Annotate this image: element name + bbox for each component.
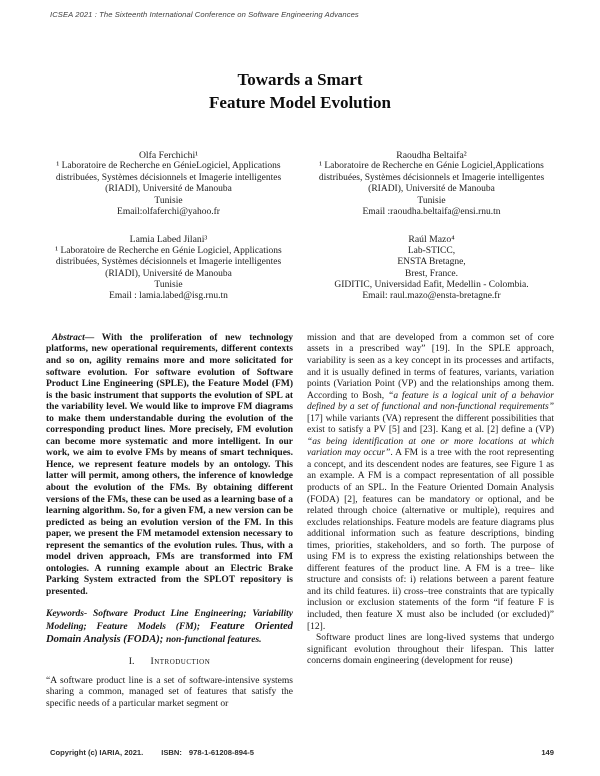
author-affiliation: ¹ Laboratoire de Recherche en GénieLogiciel, Applications distribuées, Systèmes décisionnels et Imagerie intelligentes (RIADI), Université de Manouba — [55, 161, 282, 195]
author-affiliation: Brest, France. — [404, 268, 459, 279]
section-number: I. — [128, 656, 135, 668]
authors-section — [44, 150, 556, 303]
keywords-foda: Feature Oriented Domain Analysis (FODA); — [46, 621, 293, 645]
abstract-lead: Abstract— — [52, 332, 95, 343]
author-email: Email: raul.mazo@ensta-bretagne.fr — [362, 291, 501, 302]
author-affiliation: GIDITIC, Universidad Eafit, Medellin - Colombia. — [334, 280, 529, 291]
author-affiliation: ¹ Laboratoire de Recherche en Génie Logiciel, Applications distribuées, Systèmes décisionnels et Imagerie intelligentes (RIADI), Université de Manouba — [55, 245, 282, 279]
author-block-jilani — [44, 234, 293, 302]
intro-seg: mission and that are developed from a common set of core assets in a prescribed way” [19]. In the SPLE approach, variability is seen as a key concept in its processes and artifacts, and it is usually defined in terms of features, variants, variation points (Variation Point (VP) and the relationships among them. According to Bosh, — [307, 332, 554, 401]
keywords-paragraph — [46, 609, 293, 646]
intro-quote-kang: “as being identification at one or more locations at which variation may occur” — [307, 436, 554, 459]
paper-title-line2: Feature Model Evolution — [209, 93, 391, 112]
author-affiliation: Lab-STICC, — [407, 245, 456, 256]
author-block-beltaifa — [307, 150, 556, 218]
running-header: ICSEA 2021 : The Sixteenth International Conference on Software Engineering Advances — [50, 10, 359, 19]
paper-title-line1: Towards a Smart — [237, 70, 363, 89]
right-column — [307, 333, 554, 710]
author-block-ferchichi — [44, 150, 293, 218]
intro-quote-bosh: “a feature is a logical unit of a behavior defined by a set of functional and non-functional requirements” — [307, 390, 555, 413]
author-name: Raoudha Beltaifa² — [396, 150, 467, 161]
keywords-seg1: Software Product Line Engineering; Variability Modeling; Feature Models (FM); — [46, 609, 293, 632]
footer-isbn-label: ISBN: — [161, 748, 182, 757]
author-affiliation: ¹ Laboratoire de Recherche en Génie Logiciel,Applications distribuées, Systèmes décisionnels et Imagerie intelligentes (RIADI), Université de Manouba — [318, 161, 545, 195]
author-name: Lamia Labed Jilani³ — [129, 234, 208, 246]
left-column — [46, 333, 293, 710]
author-name: Olfa Ferchichi¹ — [138, 150, 199, 161]
author-country: Tunisie — [154, 280, 183, 291]
section-title: Introduction — [150, 656, 211, 668]
abstract-text: With the proliferation of new technology platforms, new operational requirements, different contexts and so on, agility remains more and more solicitated for software evolution. For software evolution of Software Product Line Engineering (SPLE), the Feature Model (FM) is the basic instrument that supports the evolution of SPL at the variability level. We would like to improve FM diagrams to make them understandable during the evolution of the corresponding product lines. More precisely, FM evolution can become more systematic and more intelligent. In our work, we aim to evolve FMs by means of smart techniques. Hence, we represent feature models by an ontology. This latter will permit, among others, the inference of knowledge about the evolution of the FMs. By obtaining different versions of the FMs, these can be used as a learning base of a learning algorithm. So, for a given FM, a new version can be predicted as being an evolution version of the FM. In this paper, we present the FM metamodel extension necessary to represent the semantics of the evolution rules. Thus, with a model driven approach, FMs are transformed into FM ontologies. A running example about an Electric Brake Parking System extracted from the SPLOT repository is presented. — [46, 332, 293, 597]
intro-seg: . A FM is a tree with the root representing a concept, and its descendent nodes are features, see Figure 1 as an example. A FM is a compact representation of all possible products of an SPL. In the Feature Oriented Domain Analysis (FODA) [2], features can be mandatory or optional, and be related through choice (alternative or multiple), requires and excludes relationships. Feature models are feature diagrams plus additional information such as feature descriptions, binding times, priorities, stakeholders, and so forth. The purpose of using FM is to express the existing relationships between the different features of the product line. A FM is a tree– like structure and consists of: i) relations between a parent feature and its child features. ii) cross–tree constraints that are typically inclusion or exclusion statements of the form “if feature F is included, then feature X must also be included (or excluded)” [12]. — [307, 448, 554, 632]
keywords-seg2: non-functional features. — [165, 634, 262, 645]
author-affiliation: ENSTA Bretagne, — [397, 257, 466, 268]
keywords-lead: Keywords- — [46, 609, 93, 620]
author-name: Raúl Mazo⁴ — [408, 234, 455, 246]
author-block-mazo — [307, 234, 556, 302]
author-country: Tunisie — [154, 195, 183, 206]
author-email: Email :raoudha.beltaifa@ensi.rnu.tn — [362, 207, 501, 218]
intro-paragraph-right — [307, 333, 554, 633]
footer-isbn-number: 978-1-61208-894-5 — [188, 748, 254, 757]
footer-copyright: Copyright (c) IARIA, 2021. — [50, 748, 144, 757]
footer-page-number: 149 — [541, 748, 554, 757]
body-columns — [46, 333, 554, 710]
abstract-paragraph — [46, 333, 293, 599]
author-email: Email:olfaferchi@yahoo.fr — [117, 207, 220, 218]
author-email: Email : lamia.labed@isg.rnu.tn — [109, 291, 228, 302]
section-heading-introduction — [46, 656, 293, 668]
intro-paragraph-left: “A software product line is a set of software-intensive systems sharing a common, managed set of features that satisfy the specific needs of a particular market segment or — [46, 675, 293, 709]
author-country: Tunisie — [417, 195, 446, 206]
intro-seg: [17] while variants (VA) represent the different possibilities that exist to satisfy a PV [5] and [23]. Kang et al. [2] define a (VP) — [307, 413, 554, 436]
page-footer — [50, 748, 554, 757]
evolution-paragraph: Software product lines are long-lived systems that undergo significant evolution throughout their lifespan. This latter concerns domain engineering (development for reuse) — [307, 633, 554, 667]
